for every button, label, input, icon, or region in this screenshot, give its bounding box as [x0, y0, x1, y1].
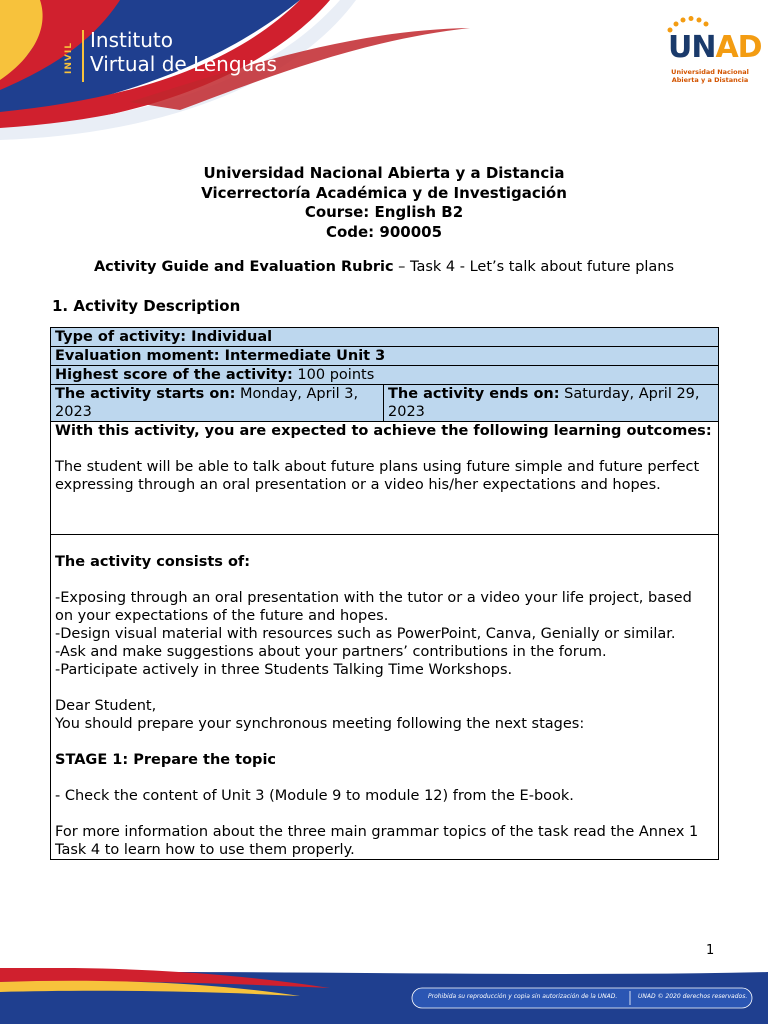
unad-wordmark	[668, 30, 762, 65]
footer-rights: UNAD © 2020 derechos reservados.	[638, 993, 748, 1000]
consists-item: -Design visual material with resources such as PowerPoint, Canva, Genially or similar.	[55, 626, 676, 642]
institute-line1: Instituto	[90, 28, 173, 52]
check-content: - Check the content of Unit 3 (Module 9 to module 12) from the E-book.	[55, 788, 574, 804]
heading-code: Code: 900005	[325, 222, 443, 241]
evaluation-moment: Evaluation moment: Intermediate Unit 3	[55, 348, 386, 364]
guide-title-rest: – Task 4 - Let’s talk about future plans	[393, 259, 675, 275]
prepare-text: You should prepare your synchronous meeting following the next stages:	[55, 716, 585, 732]
starts-value: Monday, April 3, 2023	[55, 386, 359, 420]
heading-vicerrectoria: Vicerrectoría Académica y de Investigación	[201, 183, 567, 202]
heading-course: Course: English B2	[304, 203, 464, 221]
table-row-evaluation	[51, 347, 719, 366]
institute-title	[90, 28, 277, 76]
unad-subtitle-line1: Universidad Nacional	[671, 68, 749, 76]
unad-wordmark-un: UN	[668, 30, 716, 65]
footer-copy-notice: Prohibida su reproducción y copia sin autorización de la UNAD.	[428, 993, 618, 1000]
guide-title	[0, 259, 768, 275]
institute-separator	[82, 30, 84, 82]
unad-subtitle	[664, 68, 756, 84]
type-of-activity: Type of activity: Individual	[55, 329, 273, 345]
heading-university: Universidad Nacional Abierta y a Distancia	[203, 164, 565, 182]
guide-title-bold: Activity Guide and Evaluation Rubric	[93, 259, 394, 275]
table-row-type	[51, 328, 719, 347]
stage1-title: STAGE 1: Prepare the topic	[55, 752, 277, 768]
header-banner	[0, 0, 768, 150]
invil-vertical-label: INVIL	[64, 42, 74, 74]
more-info: For more information about the three main grammar topics of the task read the Annex 1 Task 4 to learn how to use them properly.	[55, 824, 699, 858]
consists-title: The activity consists of:	[55, 554, 251, 570]
starts-label: The activity starts on:	[55, 386, 236, 402]
consists-item: -Ask and make suggestions about your partners’ contributions in the forum.	[55, 644, 607, 660]
consists-item: -Participate actively in three Students Talking Time Workshops.	[55, 662, 513, 678]
unad-wordmark-ad: AD	[715, 30, 762, 65]
institute-line2: Virtual de Lenguas	[90, 52, 277, 76]
unad-logo	[664, 16, 762, 88]
table-row-outcomes	[51, 422, 719, 535]
dear-student: Dear Student,	[55, 698, 157, 714]
outcomes-text: The student will be able to talk about future plans using future simple and future perfect expressing through an oral presentation or a video his/her expectations and hopes.	[55, 459, 700, 493]
consists-item: -Exposing through an oral presentation with the tutor or a video your life project, based on your expectations of the future and hopes.	[55, 590, 692, 624]
ends-label: The activity ends on:	[388, 386, 560, 402]
outcomes-title: With this activity, you are expected to achieve the following learning outcomes:	[55, 423, 712, 439]
section-title: 1. Activity Description	[52, 297, 241, 315]
unad-subtitle-line2: Abierta y a Distancia	[671, 76, 749, 84]
highest-score-label: Highest score of the activity:	[55, 367, 293, 383]
highest-score-value: 100 points	[292, 367, 375, 383]
activity-table	[50, 327, 719, 860]
ends-value: Saturday, April 29, 2023	[388, 386, 700, 420]
table-row-score	[51, 366, 719, 385]
document-heading	[0, 164, 768, 242]
page-number: 1	[706, 943, 715, 958]
table-row-dates	[51, 385, 719, 422]
table-row-consists	[51, 535, 719, 860]
